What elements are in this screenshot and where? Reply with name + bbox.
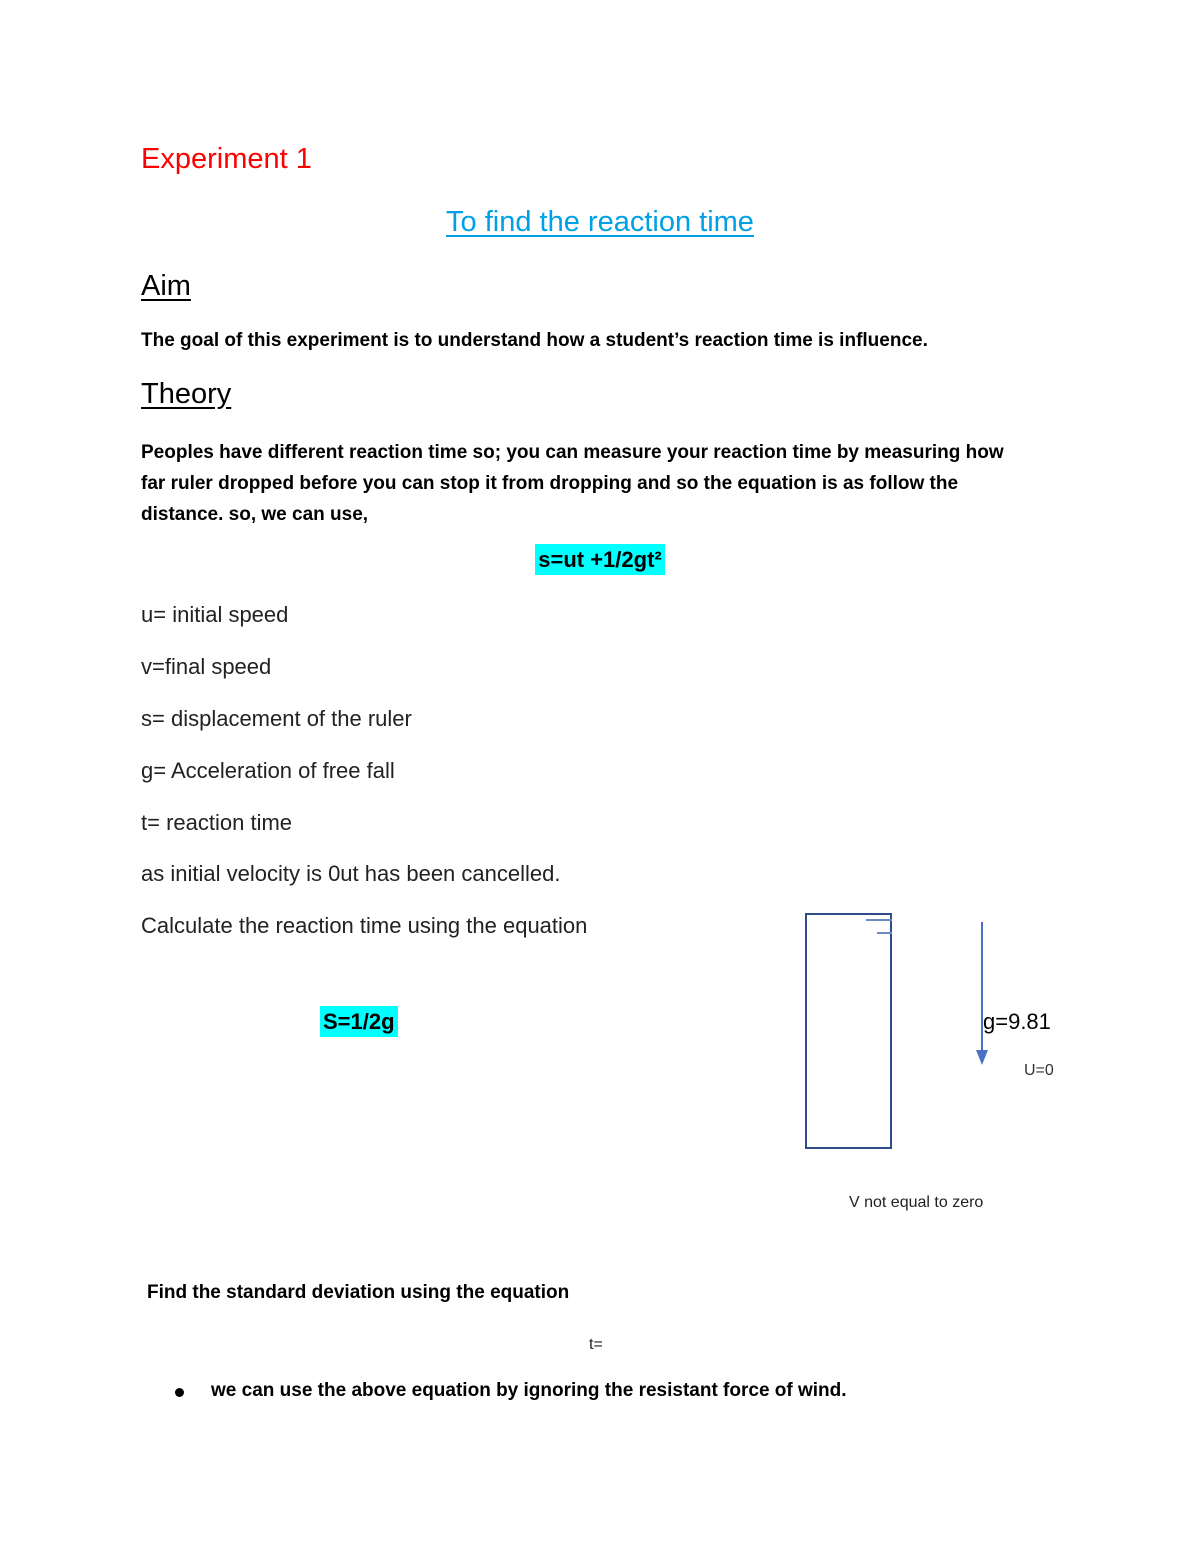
definition-v: v=final speed — [141, 654, 272, 679]
definition-g: g= Acceleration of free fall — [141, 758, 395, 783]
ruler-tick-mark — [877, 932, 892, 934]
equation-2-container — [320, 1009, 398, 1035]
theory-paragraph — [141, 437, 1061, 530]
definition-u: u= initial speed — [141, 602, 289, 627]
experiment-title: Experiment 1 — [141, 143, 312, 175]
page-subtitle: To find the reaction time — [446, 206, 754, 238]
ruler-tick-mark — [866, 919, 892, 921]
initial-velocity-note: as initial velocity is 0ut has been cancelled. — [141, 861, 561, 886]
std-dev-instruction: Find the standard deviation using the equation — [147, 1282, 570, 1303]
theory-line-1: Peoples have different reaction time so; you can measure your reaction time by measuring how — [141, 442, 1004, 463]
aim-text: The goal of this experiment is to understand how a student’s reaction time is influence. — [141, 330, 928, 351]
calculate-instruction: Calculate the reaction time using the equation — [141, 913, 588, 938]
gravity-arrow-icon — [972, 920, 992, 1068]
reduced-equation: S=1/2g — [320, 1006, 398, 1037]
gravity-label: g=9.81 — [983, 1009, 1051, 1034]
equation-container — [0, 547, 1200, 573]
theory-line-3: distance. so, we can use, — [141, 504, 369, 525]
t-equation-label: t= — [589, 1336, 603, 1353]
ruler-diagram — [805, 913, 892, 1149]
definition-s: s= displacement of the ruler — [141, 706, 412, 731]
motion-equation: s=ut +1/2gt² — [535, 544, 664, 575]
theory-heading: Theory — [141, 378, 232, 410]
bullet-icon — [175, 1388, 184, 1397]
definition-t: t= reaction time — [141, 810, 293, 835]
subtitle-container — [0, 206, 1200, 239]
final-velocity-label: V not equal to zero — [849, 1194, 984, 1211]
aim-heading: Aim — [141, 270, 191, 302]
initial-velocity-label: U=0 — [1024, 1062, 1054, 1079]
bullet-item: we can use the above equation by ignoring the resistant force of wind. — [211, 1380, 847, 1401]
theory-line-2: far ruler dropped before you can stop it from dropping and so the equation is as follow the — [141, 473, 959, 494]
